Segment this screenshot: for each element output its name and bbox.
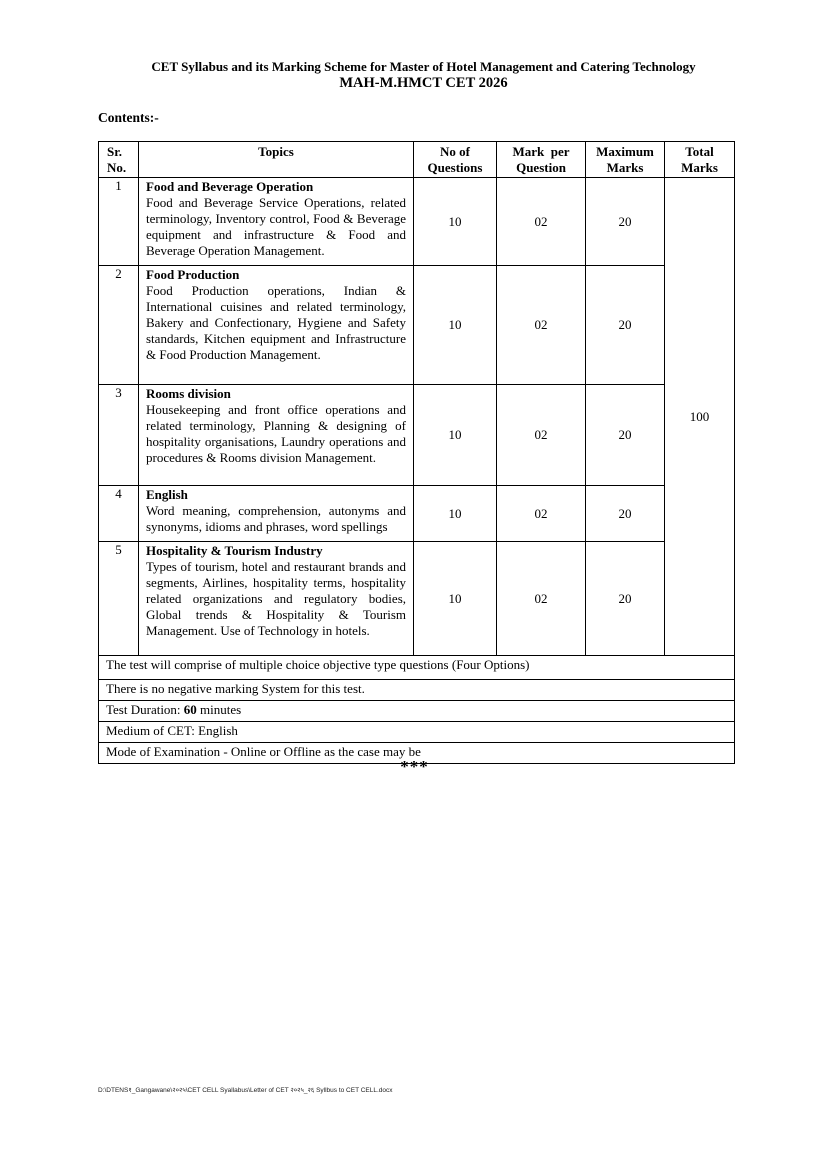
table-row xyxy=(99,385,735,486)
document-title: CET Syllabus and its Marking Scheme for Master of Hotel Management and Catering Technology xyxy=(151,59,696,74)
note-row xyxy=(99,701,735,722)
column-header-mark-per-question: Mark per Question xyxy=(497,142,586,178)
topic-cell xyxy=(139,178,414,266)
maximum-marks-cell: 20 xyxy=(586,486,665,542)
table-header-row xyxy=(99,142,735,178)
sr-no-cell: 1 xyxy=(99,178,139,266)
maximum-marks-cell: 20 xyxy=(586,266,665,385)
topic-description: Housekeeping and front office operations and related terminology, Planning & designing of hospitality organisations, Laundry operations and procedures & Rooms division Management. xyxy=(146,402,406,465)
topic-name: Hospitality & Tourism Industry xyxy=(146,543,323,558)
column-header-no-of-questions: No of Questions xyxy=(414,142,497,178)
table-row xyxy=(99,486,735,542)
syllabus-table xyxy=(98,141,735,764)
mark-per-question-cell: 02 xyxy=(497,385,586,486)
questions-cell: 10 xyxy=(414,178,497,266)
topic-name: English xyxy=(146,487,188,502)
sr-no-cell: 2 xyxy=(99,266,139,385)
maximum-marks-cell: 20 xyxy=(586,178,665,266)
topic-cell xyxy=(139,542,414,656)
note-row xyxy=(99,656,735,680)
exam-name: MAH-M.HMCT CET 2026 xyxy=(339,75,508,91)
table-row xyxy=(99,542,735,656)
topic-description: Types of tourism, hotel and restaurant brands and segments, Airlines, hospitality terms, hospitality related organizations and regulatory bodies, Global trends & Hospitality & Tourism Management. Use of Technology in hotels. xyxy=(146,559,406,638)
maximum-marks-cell: 20 xyxy=(586,385,665,486)
note-row xyxy=(99,722,735,743)
maximum-marks-cell: 20 xyxy=(586,542,665,656)
mcq-note: The test will comprise of multiple choice objective type questions (Four Options) xyxy=(99,656,735,680)
topic-description: Word meaning, comprehension, autonyms and synonyms, idioms and phrases, word spellings xyxy=(146,503,406,534)
questions-cell: 10 xyxy=(414,385,497,486)
table-row xyxy=(99,266,735,385)
total-marks-cell: 100 xyxy=(665,178,735,656)
column-header-total-marks: Total Marks xyxy=(665,142,735,178)
questions-cell: 10 xyxy=(414,266,497,385)
negative-marking-note: There is no negative marking System for this test. xyxy=(99,680,735,701)
sr-no-cell: 4 xyxy=(99,486,139,542)
column-header-maximum-marks: Maximum Marks xyxy=(586,142,665,178)
contents-heading: Contents:- xyxy=(98,110,159,125)
end-mark: *** xyxy=(400,757,429,776)
topic-cell xyxy=(139,266,414,385)
topic-description: Food and Beverage Service Operations, related terminology, Inventory control, Food & Beverage equipment and infrastructure & Food and Beverage Operation Management. xyxy=(146,195,406,258)
mark-per-question-cell: 02 xyxy=(497,178,586,266)
footer-file-path: D:\DTENS१_Gangawane\२०२५\CET CELL Syallabus\Letter of CET २०२५_२६ Syllbus to CET CELL.docx xyxy=(98,1087,393,1094)
column-header-topics: Topics xyxy=(139,142,414,178)
mark-per-question-cell: 02 xyxy=(497,486,586,542)
mark-per-question-cell: 02 xyxy=(497,266,586,385)
test-duration-note: Test Duration: 60 minutes xyxy=(99,701,735,722)
sr-no-cell: 5 xyxy=(99,542,139,656)
table-row xyxy=(99,178,735,266)
questions-cell: 10 xyxy=(414,486,497,542)
topic-cell xyxy=(139,385,414,486)
column-header-sr-no: Sr. No. xyxy=(99,142,139,178)
topic-name: Food Production xyxy=(146,267,240,282)
topic-description: Food Production operations, Indian & International cuisines and related terminology, Bakery and Confectionary, Hygiene and Safety standards, Kitchen equipment and Infrastructure & Food Production Management. xyxy=(146,283,406,362)
medium-note: Medium of CET: English xyxy=(99,722,735,743)
mark-per-question-cell: 02 xyxy=(497,542,586,656)
sr-no-cell: 3 xyxy=(99,385,139,486)
mode-of-examination-note: Mode of Examination - Online or Offline as the case may be xyxy=(99,743,735,764)
questions-cell: 10 xyxy=(414,542,497,656)
topic-name: Food and Beverage Operation xyxy=(146,179,314,194)
note-row xyxy=(99,680,735,701)
topic-name: Rooms division xyxy=(146,386,231,401)
topic-cell xyxy=(139,486,414,542)
test-duration-value: 60 xyxy=(183,702,197,717)
